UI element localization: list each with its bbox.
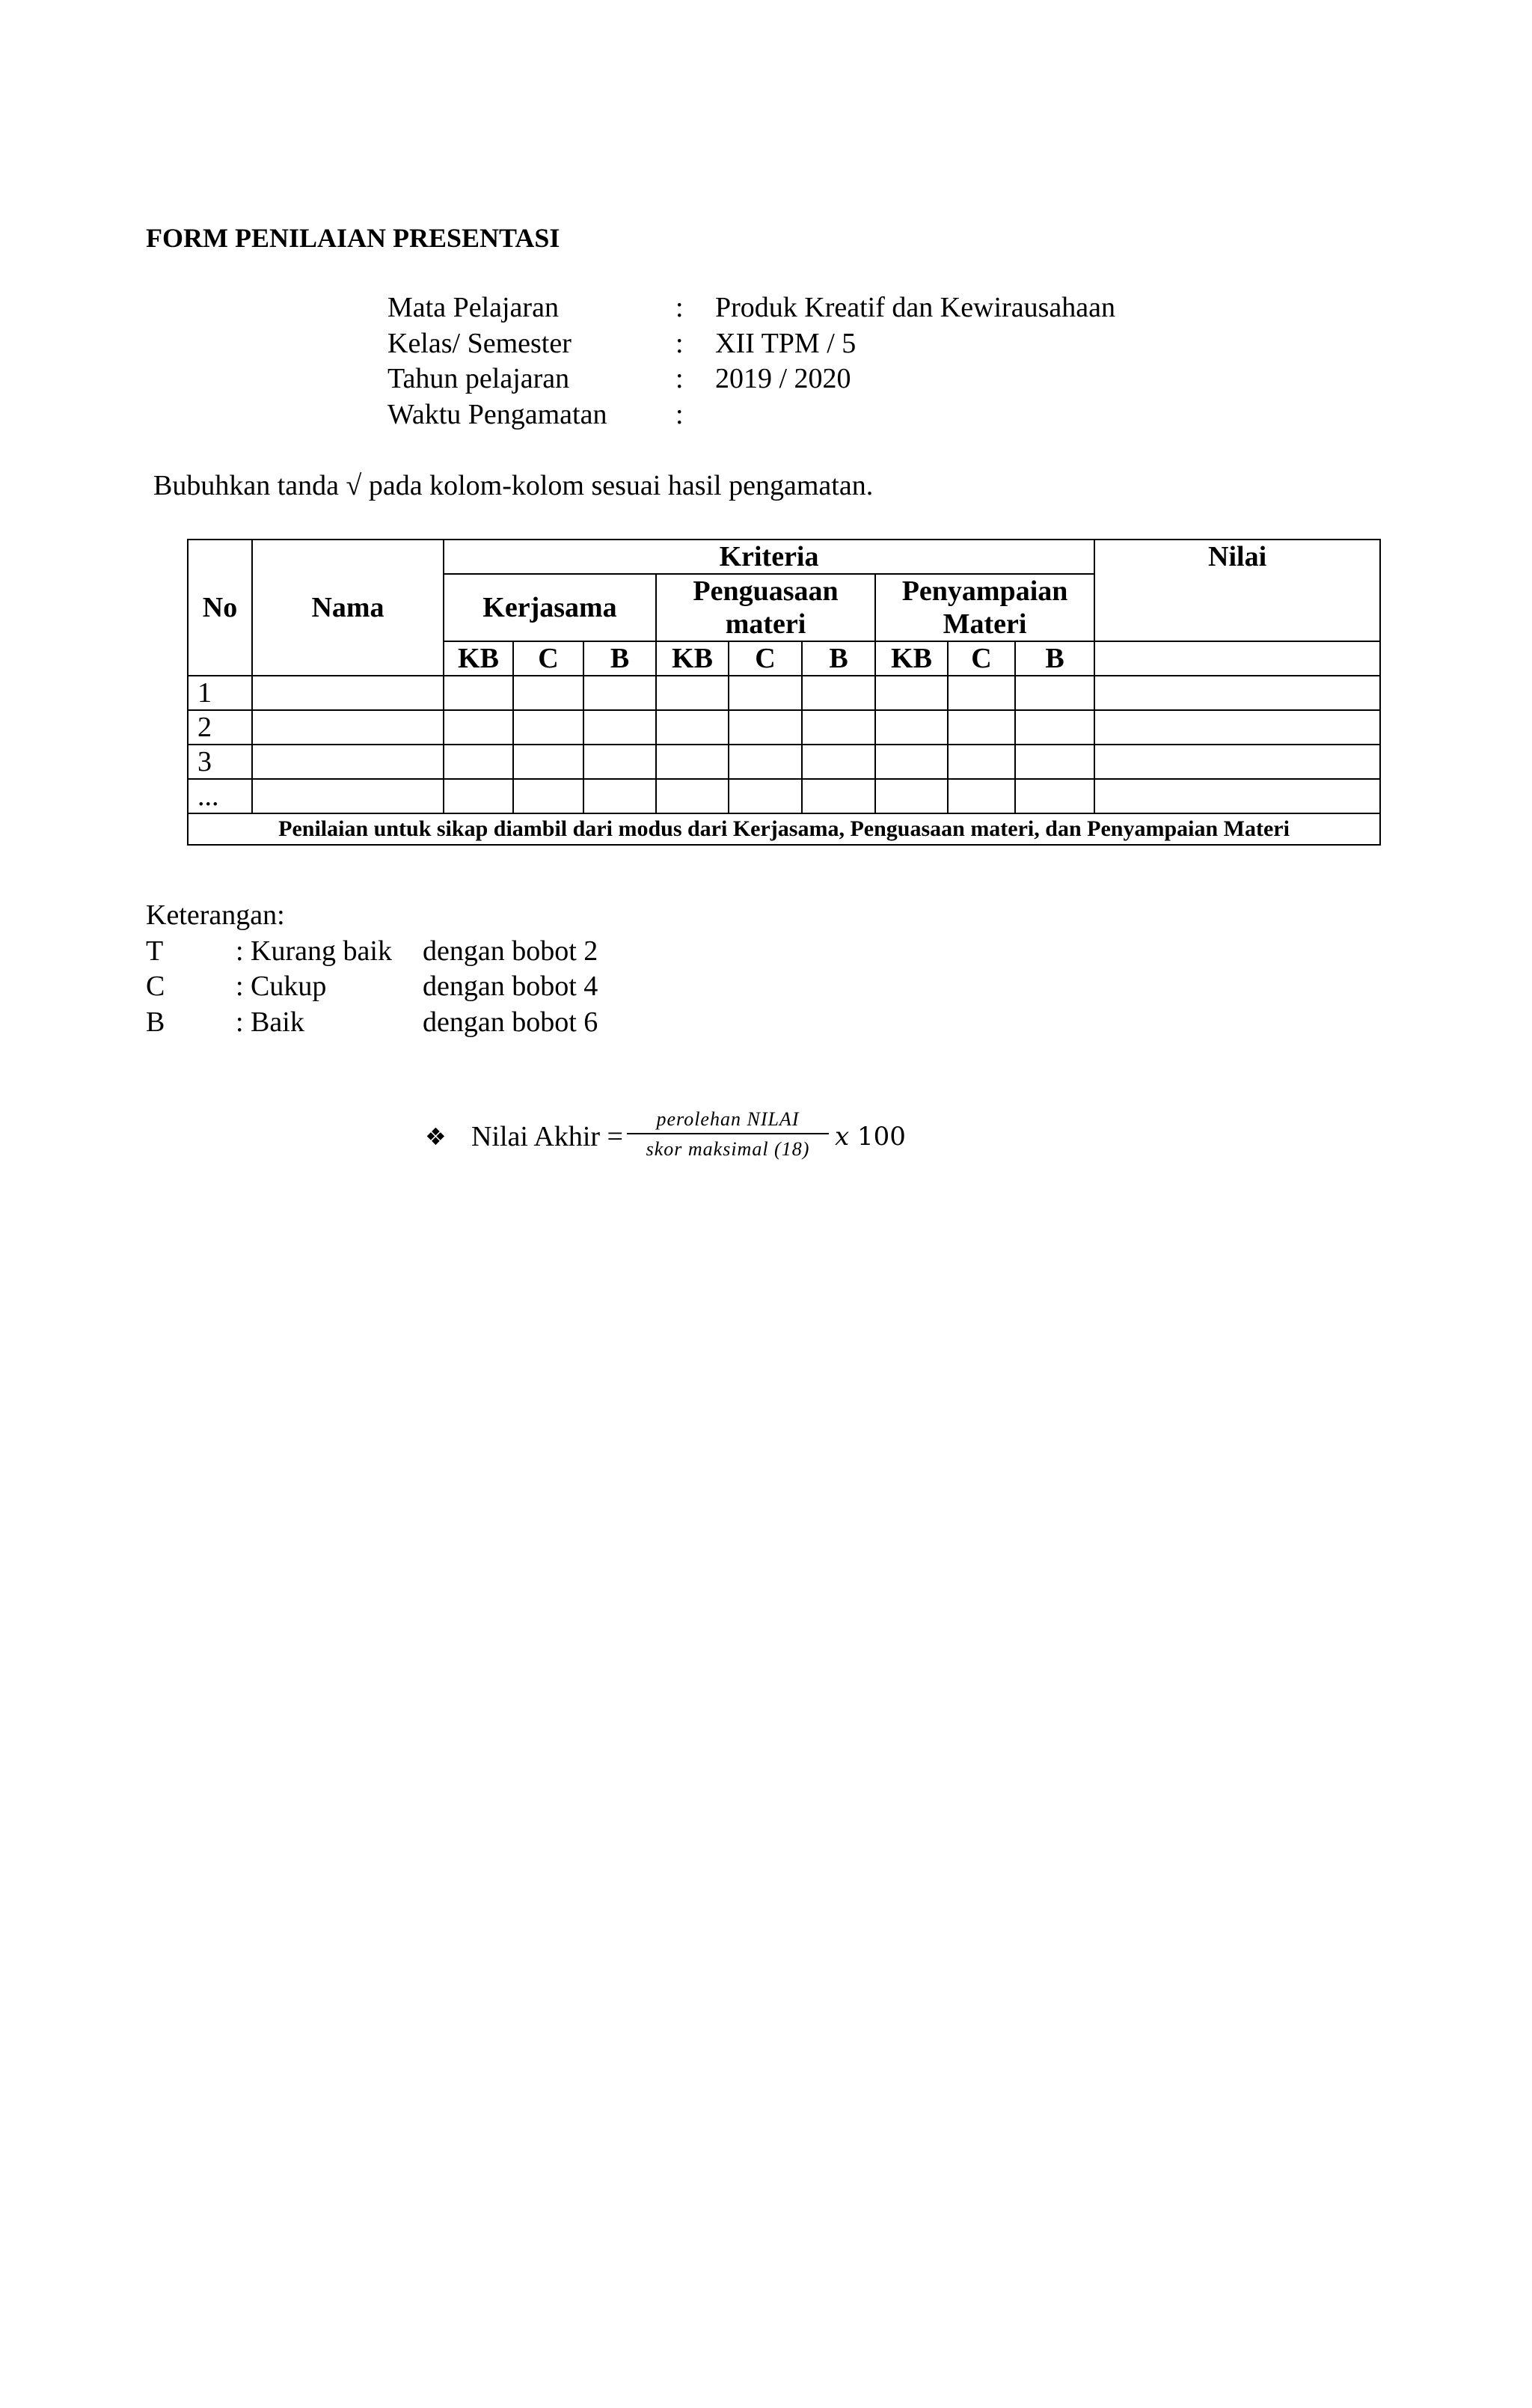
row-number: 2 bbox=[188, 710, 252, 745]
legend-code: B bbox=[146, 1006, 165, 1038]
check-cell[interactable] bbox=[875, 779, 948, 813]
check-cell[interactable] bbox=[729, 779, 802, 813]
footnote-row bbox=[188, 813, 1380, 845]
legend-code: C bbox=[146, 971, 165, 1002]
legend-desc: : Kurang baik bbox=[236, 935, 392, 967]
sub-header-kb: KB bbox=[444, 641, 513, 676]
check-cell[interactable] bbox=[513, 745, 583, 779]
check-cell[interactable] bbox=[444, 745, 513, 779]
check-cell[interactable] bbox=[583, 779, 656, 813]
header-penguasaan bbox=[656, 574, 875, 641]
check-cell[interactable] bbox=[444, 779, 513, 813]
header-penguasaan-line2: materi bbox=[725, 608, 806, 640]
check-cell[interactable] bbox=[802, 779, 875, 813]
check-cell[interactable] bbox=[948, 779, 1015, 813]
header-kriteria: Kriteria bbox=[444, 540, 1094, 574]
sub-header-c: C bbox=[948, 641, 1015, 676]
info-colon: : bbox=[675, 327, 684, 359]
row-number: ... bbox=[188, 779, 252, 813]
nama-cell[interactable] bbox=[252, 676, 444, 710]
row-number: 3 bbox=[188, 745, 252, 779]
header-nama: Nama bbox=[252, 540, 444, 676]
table-footnote: Penilaian untuk sikap diambil dari modus dari Kerjasama, Penguasaan materi, dan Penyampaian Materi bbox=[188, 813, 1380, 845]
table-row bbox=[188, 779, 1380, 813]
nilai-cell[interactable] bbox=[1094, 745, 1380, 779]
legend-desc: : Cukup bbox=[236, 971, 327, 1002]
diamond-bullet-icon: ❖ bbox=[425, 1122, 447, 1151]
info-value: Produk Kreatif dan Kewirausahaan bbox=[715, 292, 1115, 323]
check-cell[interactable] bbox=[513, 676, 583, 710]
formula-times: x bbox=[835, 1122, 850, 1152]
nilai-cell[interactable] bbox=[1094, 779, 1380, 813]
nilai-cell[interactable] bbox=[1094, 676, 1380, 710]
legend-title: Keterangan: bbox=[146, 899, 285, 931]
header-penguasaan-line1: Penguasaan bbox=[693, 575, 839, 607]
check-cell[interactable] bbox=[513, 779, 583, 813]
check-cell[interactable] bbox=[802, 710, 875, 745]
header-nilai: Nilai bbox=[1094, 540, 1380, 641]
check-cell[interactable] bbox=[444, 710, 513, 745]
nilai-cell[interactable] bbox=[1094, 710, 1380, 745]
info-value: 2019 / 2020 bbox=[715, 363, 851, 394]
nama-cell[interactable] bbox=[252, 745, 444, 779]
nama-cell[interactable] bbox=[252, 779, 444, 813]
instruction-text: Bubuhkan tanda √ pada kolom-kolom sesuai hasil pengamatan. bbox=[153, 470, 874, 501]
table-row bbox=[188, 676, 1380, 710]
check-cell[interactable] bbox=[802, 745, 875, 779]
check-cell[interactable] bbox=[656, 779, 729, 813]
nilai-blank-cell bbox=[1094, 641, 1380, 676]
header-kerjasama-label: Kerjasama bbox=[482, 592, 617, 623]
legend-desc: : Baik bbox=[236, 1006, 304, 1038]
formula-multiplier-value: 100 bbox=[857, 1122, 906, 1152]
header-penyampaian-line1: Penyampaian bbox=[901, 575, 1068, 607]
table-row bbox=[188, 745, 1380, 779]
page-title: FORM PENILAIAN PRESENTASI bbox=[146, 223, 560, 253]
assessment-table bbox=[187, 539, 1381, 846]
sub-header-kb: KB bbox=[656, 641, 729, 676]
header-row-1 bbox=[188, 540, 1380, 574]
info-label: Waktu Pengamatan bbox=[387, 398, 607, 430]
info-colon: : bbox=[675, 398, 684, 430]
header-no: No bbox=[188, 540, 252, 676]
check-cell[interactable] bbox=[656, 745, 729, 779]
check-cell[interactable] bbox=[948, 676, 1015, 710]
check-cell[interactable] bbox=[513, 710, 583, 745]
sub-header-b: B bbox=[1015, 641, 1094, 676]
header-kerjasama bbox=[444, 574, 656, 641]
info-value: XII TPM / 5 bbox=[715, 327, 857, 359]
check-cell[interactable] bbox=[656, 676, 729, 710]
sub-header-kb: KB bbox=[875, 641, 948, 676]
legend-code: T bbox=[146, 935, 164, 967]
row-number: 1 bbox=[188, 676, 252, 710]
check-cell[interactable] bbox=[1015, 710, 1094, 745]
check-cell[interactable] bbox=[656, 710, 729, 745]
formula-multiplier bbox=[835, 1119, 906, 1154]
legend-weight: dengan bobot 2 bbox=[423, 935, 598, 967]
info-colon: : bbox=[675, 292, 684, 323]
check-cell[interactable] bbox=[948, 745, 1015, 779]
check-cell[interactable] bbox=[875, 710, 948, 745]
check-cell[interactable] bbox=[729, 676, 802, 710]
formula-numerator: perolehan NILAI bbox=[627, 1106, 829, 1134]
header-penyampaian-line2: Materi bbox=[943, 608, 1027, 640]
check-cell[interactable] bbox=[1015, 779, 1094, 813]
check-cell[interactable] bbox=[948, 710, 1015, 745]
check-cell[interactable] bbox=[583, 710, 656, 745]
info-colon: : bbox=[675, 363, 684, 394]
formula-lhs: Nilai Akhir = bbox=[471, 1121, 623, 1152]
formula-fraction bbox=[627, 1106, 829, 1164]
info-label: Mata Pelajaran bbox=[387, 292, 559, 323]
check-cell[interactable] bbox=[583, 676, 656, 710]
table-row bbox=[188, 710, 1380, 745]
check-cell[interactable] bbox=[1015, 745, 1094, 779]
sub-header-b: B bbox=[802, 641, 875, 676]
check-cell[interactable] bbox=[583, 745, 656, 779]
check-cell[interactable] bbox=[1015, 676, 1094, 710]
check-cell[interactable] bbox=[729, 745, 802, 779]
sub-header-c: C bbox=[513, 641, 583, 676]
legend-weight: dengan bobot 6 bbox=[423, 1006, 598, 1038]
formula-denominator: skor maksimal (18) bbox=[646, 1138, 810, 1160]
check-cell[interactable] bbox=[729, 710, 802, 745]
info-label: Kelas/ Semester bbox=[387, 327, 572, 359]
check-cell[interactable] bbox=[875, 676, 948, 710]
legend-weight: dengan bobot 4 bbox=[423, 971, 598, 1002]
header-penyampaian bbox=[875, 574, 1094, 641]
sub-header-c: C bbox=[729, 641, 802, 676]
sub-header-b: B bbox=[583, 641, 656, 676]
info-label: Tahun pelajaran bbox=[387, 363, 570, 394]
nama-cell[interactable] bbox=[252, 710, 444, 745]
check-cell[interactable] bbox=[444, 676, 513, 710]
check-cell[interactable] bbox=[802, 676, 875, 710]
check-cell[interactable] bbox=[875, 745, 948, 779]
